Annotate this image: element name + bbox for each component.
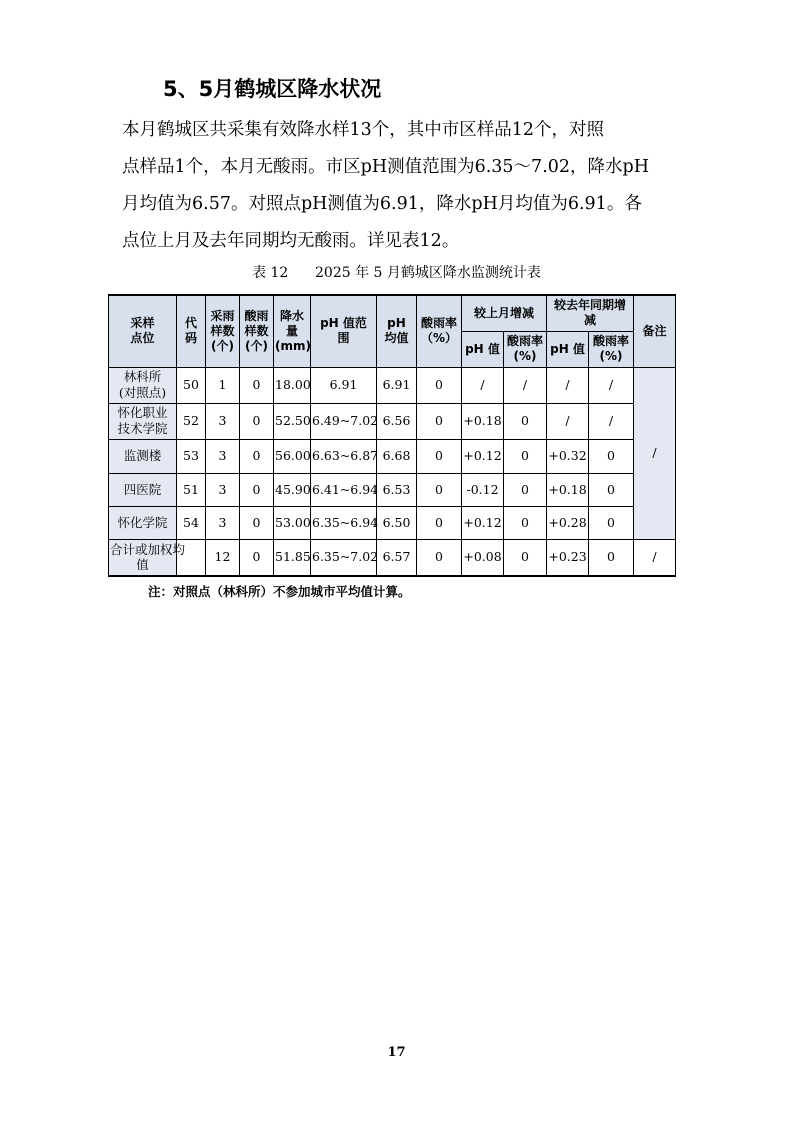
paragraph-line-4: 点位上月及去年同期均无酸雨。详见表12。: [122, 231, 460, 251]
cell-lm-ph: -0.12: [462, 473, 504, 506]
cell-ph-avg: 6.57: [377, 539, 417, 576]
cell-site: 怀化职业 技术学院: [109, 403, 177, 439]
subheader-lm-ph: pH 值: [462, 331, 504, 367]
cell-acid-rate: 0: [417, 439, 462, 473]
subheader-lm-rate: 酸雨率 (%): [504, 331, 547, 367]
cell-rainfall: 51.85: [274, 539, 311, 576]
cell-acid-samples: 0: [240, 473, 274, 506]
cell-ly-ph: +0.18: [547, 473, 589, 506]
cell-site: 怀化学院: [109, 506, 177, 539]
cell-acid-samples: 0: [240, 539, 274, 576]
table-row: [109, 403, 676, 439]
cell-site: 合计或加权均 值: [109, 539, 177, 576]
table-footnote: 注：对照点（林科所）不参加城市平均值计算。: [148, 584, 411, 599]
cell-lm-ph: /: [462, 367, 504, 403]
table-row: [109, 367, 676, 403]
header-code: 代 码: [177, 295, 206, 367]
cell-ly-rate: /: [589, 367, 634, 403]
cell-lm-ph: +0.18: [462, 403, 504, 439]
cell-ph-avg: 6.50: [377, 506, 417, 539]
cell-acid-samples: 0: [240, 506, 274, 539]
header-samples: 采雨 样数 (个): [206, 295, 240, 367]
table-row: [109, 439, 676, 473]
cell-ly-ph: /: [547, 367, 589, 403]
cell-ly-rate: 0: [589, 439, 634, 473]
cell-site: 林科所 (对照点): [109, 367, 177, 403]
header-note: 备注: [634, 295, 676, 367]
cell-samples: 3: [206, 439, 240, 473]
header-vs-last-year: 较去年同期增 减: [547, 295, 634, 331]
cell-lm-rate: 0: [504, 403, 547, 439]
cell-ly-rate: 0: [589, 539, 634, 576]
cell-site: 监测楼: [109, 439, 177, 473]
cell-note: /: [634, 539, 676, 576]
cell-ph-range: 6.49~7.02: [311, 403, 377, 439]
cell-ph-range: 6.91: [311, 367, 377, 403]
cell-lm-rate: 0: [504, 439, 547, 473]
cell-rainfall: 53.00: [274, 506, 311, 539]
cell-samples: 3: [206, 403, 240, 439]
cell-acid-rate: 0: [417, 506, 462, 539]
header-ph-range: pH 值范 围: [311, 295, 377, 367]
cell-ph-range: 6.35~7.02: [311, 539, 377, 576]
cell-rainfall: 52.50: [274, 403, 311, 439]
cell-ph-range: 6.35~6.94: [311, 506, 377, 539]
precipitation-table: [108, 294, 676, 577]
subheader-ly-ph: pH 值: [547, 331, 589, 367]
header-rainfall: 降水 量 (mm): [274, 295, 311, 367]
cell-ly-ph: +0.28: [547, 506, 589, 539]
cell-code: 52: [177, 403, 206, 439]
header-site: 采样 点位: [109, 295, 177, 367]
cell-ph-avg: 6.68: [377, 439, 417, 473]
cell-samples: 3: [206, 506, 240, 539]
cell-lm-rate: 0: [504, 506, 547, 539]
cell-code: 50: [177, 367, 206, 403]
cell-rainfall: 18.00: [274, 367, 311, 403]
cell-acid-rate: 0: [417, 539, 462, 576]
cell-ph-avg: 6.91: [377, 367, 417, 403]
cell-lm-ph: +0.12: [462, 506, 504, 539]
cell-rainfall: 45.90: [274, 473, 311, 506]
cell-lm-ph: +0.12: [462, 439, 504, 473]
table-row: [109, 506, 676, 539]
cell-ly-ph: /: [547, 403, 589, 439]
header-acid-rate: 酸雨率 （%）: [417, 295, 462, 367]
cell-lm-ph: +0.08: [462, 539, 504, 576]
cell-acid-samples: 0: [240, 403, 274, 439]
section-heading: 5、5月鹤城区降水状况: [163, 77, 382, 101]
cell-ly-ph: +0.32: [547, 439, 589, 473]
cell-ly-rate: /: [589, 403, 634, 439]
table-caption: 表 12 2025 年 5 月鹤城区降水监测统计表: [252, 265, 541, 281]
cell-note-group: /: [634, 367, 676, 539]
header-vs-last-month: 较上月增减: [462, 295, 547, 331]
cell-ly-rate: 0: [589, 473, 634, 506]
cell-acid-rate: 0: [417, 473, 462, 506]
paragraph-line-3: 月均值为6.57。对照点pH测值为6.91，降水pH月均值为6.91。各: [122, 194, 642, 214]
cell-samples: 3: [206, 473, 240, 506]
cell-acid-samples: 0: [240, 367, 274, 403]
cell-ph-range: 6.63~6.87: [311, 439, 377, 473]
header-ph-avg: pH 均值: [377, 295, 417, 367]
cell-lm-rate: 0: [504, 473, 547, 506]
cell-lm-rate: /: [504, 367, 547, 403]
cell-ph-avg: 6.53: [377, 473, 417, 506]
cell-code: 51: [177, 473, 206, 506]
cell-acid-rate: 0: [417, 367, 462, 403]
cell-ph-range: 6.41~6.94: [311, 473, 377, 506]
paragraph-line-1: 本月鹤城区共采集有效降水样13个，其中市区样品12个，对照: [122, 120, 605, 140]
subheader-ly-rate: 酸雨率 (%): [589, 331, 634, 367]
cell-ly-rate: 0: [589, 506, 634, 539]
paragraph-line-2: 点样品1个，本月无酸雨。市区pH测值范围为6.35～7.02，降水pH: [122, 157, 649, 177]
cell-acid-samples: 0: [240, 439, 274, 473]
cell-lm-rate: 0: [504, 539, 547, 576]
cell-code: 54: [177, 506, 206, 539]
cell-site: 四医院: [109, 473, 177, 506]
cell-samples: 12: [206, 539, 240, 576]
cell-rainfall: 56.00: [274, 439, 311, 473]
cell-ly-ph: +0.23: [547, 539, 589, 576]
header-acid-samples: 酸雨 样数 (个): [240, 295, 274, 367]
page-number: 17: [387, 1045, 406, 1060]
table-row: [109, 473, 676, 506]
cell-ph-avg: 6.56: [377, 403, 417, 439]
cell-code: 53: [177, 439, 206, 473]
cell-samples: 1: [206, 367, 240, 403]
table-total-row: [109, 539, 676, 576]
cell-acid-rate: 0: [417, 403, 462, 439]
